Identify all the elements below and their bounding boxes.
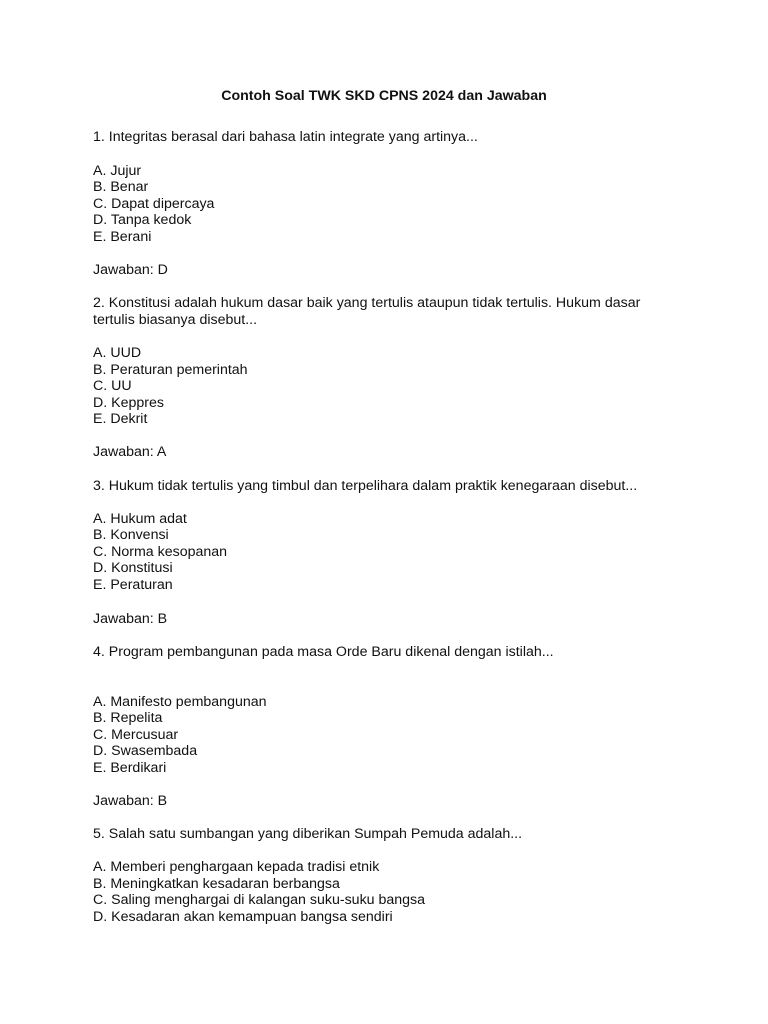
question-4-option-b: B. Repelita bbox=[93, 710, 163, 726]
question-1-option-c: C. Dapat dipercaya bbox=[93, 196, 215, 212]
question-4-option-d: D. Swasembada bbox=[93, 743, 198, 759]
question-2-answer: Jawaban: A bbox=[93, 444, 167, 460]
question-4-text: 4. Program pembangunan pada masa Orde Baru dikenal dengan istilah... bbox=[93, 644, 554, 660]
question-4-answer: Jawaban: B bbox=[93, 793, 168, 809]
question-2-option-a: A. UUD bbox=[93, 345, 142, 361]
question-5-option-b: B. Meningkatkan kesadaran berbangsa bbox=[93, 876, 340, 892]
question-5-text: 5. Salah satu sumbangan yang diberikan Sumpah Pemuda adalah... bbox=[93, 826, 523, 842]
question-3-option-e: E. Peraturan bbox=[93, 577, 173, 593]
question-1-option-e: E. Berani bbox=[93, 229, 152, 245]
question-5-option-a: A. Memberi penghargaan kepada tradisi etnik bbox=[93, 859, 380, 875]
document-title: Contoh Soal TWK SKD CPNS 2024 dan Jawaban bbox=[221, 88, 547, 104]
question-1-text: 1. Integritas berasal dari bahasa latin integrate yang artinya... bbox=[93, 129, 478, 145]
question-5-option-d: D. Kesadaran akan kemampuan bangsa sendiri bbox=[93, 909, 393, 925]
question-3-option-b: B. Konvensi bbox=[93, 527, 169, 543]
question-4-option-e: E. Berdikari bbox=[93, 760, 167, 776]
question-4-option-a: A. Manifesto pembangunan bbox=[93, 694, 267, 710]
question-1-answer: Jawaban: D bbox=[93, 262, 168, 278]
question-2-text-line-1: 2. Konstitusi adalah hukum dasar baik yang tertulis ataupun tidak tertulis. Hukum dasar bbox=[93, 295, 641, 311]
question-2-option-c: C. UU bbox=[93, 378, 132, 394]
question-1-option-b: B. Benar bbox=[93, 179, 149, 195]
question-3-option-a: A. Hukum adat bbox=[93, 511, 187, 527]
question-3-option-d: D. Konstitusi bbox=[93, 560, 173, 576]
question-2-option-e: E. Dekrit bbox=[93, 411, 148, 427]
question-2-text-line-2: tertulis biasanya disebut... bbox=[93, 312, 258, 328]
question-4-option-c: C. Mercusuar bbox=[93, 727, 179, 743]
question-3-answer: Jawaban: B bbox=[93, 611, 168, 627]
question-3-text: 3. Hukum tidak tertulis yang timbul dan terpelihara dalam praktik kenegaraan disebut... bbox=[93, 478, 638, 494]
question-1-option-a: A. Jujur bbox=[93, 163, 142, 179]
question-2-option-d: D. Keppres bbox=[93, 395, 164, 411]
question-1-option-d: D. Tanpa kedok bbox=[93, 212, 192, 228]
question-3-option-c: C. Norma kesopanan bbox=[93, 544, 228, 560]
question-2-option-b: B. Peraturan pemerintah bbox=[93, 362, 248, 378]
question-5-option-c: C. Saling menghargai di kalangan suku-suku bangsa bbox=[93, 892, 426, 908]
